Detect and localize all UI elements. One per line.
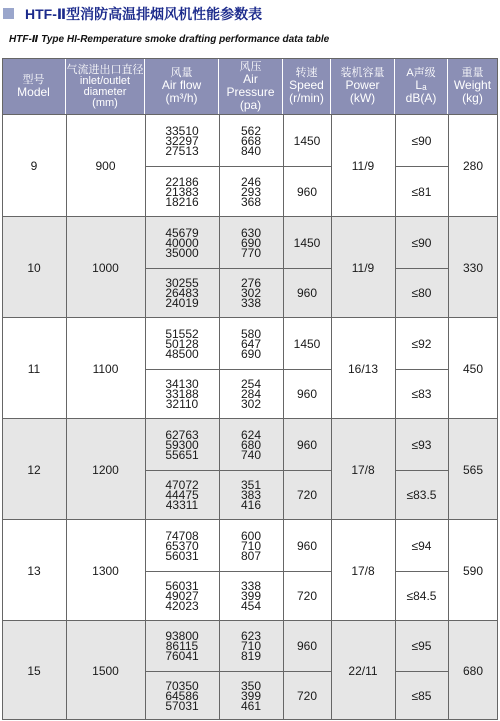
pressure-cell (219, 419, 283, 470)
noise-cell: ≤81 (411, 184, 432, 199)
diameter-cell: 1000 (92, 260, 119, 275)
stack-value: 690 (240, 235, 262, 250)
stack-value: 45679 (165, 225, 199, 240)
weight-cell: 565 (462, 462, 484, 477)
airflow-cell (145, 115, 219, 166)
header-cell (448, 58, 498, 114)
noise-cell: ≤92 (411, 336, 432, 351)
value-stack (241, 681, 261, 711)
value-stack (240, 225, 262, 260)
stack-value: 40000 (165, 235, 199, 250)
speed-cell: 1450 (293, 235, 321, 250)
airflow-cell (145, 369, 219, 419)
stack-value: 668 (240, 133, 262, 148)
stack-value: 840 (240, 143, 262, 158)
noise-cell: ≤90 (411, 235, 432, 250)
speed-cell: 960 (296, 538, 318, 553)
value-stack (240, 528, 262, 563)
value-stack (165, 326, 199, 361)
header-en-label: (kg) (462, 91, 483, 105)
header-cn-label: A声级 (406, 67, 436, 79)
speed-cell: 1450 (293, 133, 321, 148)
pressure-cell (219, 115, 283, 166)
power-cell: 11/9 (351, 159, 375, 173)
header-cn-label: 型号 (22, 73, 45, 86)
model-cell: 12 (27, 462, 41, 477)
value-stack (165, 427, 199, 462)
header-cn-label: 气流进出口直径 (66, 63, 144, 76)
header-cell (331, 58, 395, 114)
value-stack (165, 225, 199, 260)
table-row (2, 317, 498, 418)
pressure-cell (219, 369, 283, 419)
speed-cell: 960 (296, 639, 318, 653)
weight-cell: 450 (462, 361, 484, 376)
stack-value: 623 (240, 629, 262, 643)
stack-value: 562 (240, 123, 262, 138)
airflow-cell (145, 166, 219, 217)
performance-table (2, 58, 498, 720)
header-cell (145, 58, 219, 114)
value-stack (165, 123, 199, 158)
header-cn-label: 转速 (295, 67, 318, 79)
model-cell: 10 (27, 260, 41, 275)
stack-value: 62763 (165, 427, 199, 442)
header-en-label: (m³/h) (165, 91, 198, 105)
pressure-cell (219, 671, 283, 721)
stack-value: 710 (240, 639, 262, 653)
power-cell: 11/9 (351, 260, 375, 275)
stack-value: 42023 (165, 599, 199, 613)
noise-cell: ≤90 (411, 133, 432, 148)
diameter-cell: 1300 (92, 563, 119, 578)
power-cell: 17/8 (351, 563, 375, 578)
airflow-cell (145, 621, 219, 671)
stack-value: 368 (240, 194, 262, 209)
value-stack (241, 480, 261, 510)
header-cell (283, 58, 331, 114)
model-cell: 11 (27, 361, 41, 376)
table-row (2, 114, 498, 216)
value-stack (241, 278, 261, 308)
noise-cell: ≤93 (411, 437, 432, 452)
stack-value: 65370 (165, 538, 199, 553)
header-cell (2, 58, 66, 114)
airflow-cell (145, 268, 219, 318)
pressure-cell (219, 470, 283, 520)
weight-cell: 680 (462, 664, 484, 678)
diameter-cell: 1500 (92, 664, 119, 678)
stack-value: 56031 (165, 579, 199, 593)
stack-value: 284 (240, 387, 262, 401)
header-en-label: (mm) (92, 96, 118, 109)
airflow-cell (145, 217, 219, 268)
stack-value: 55651 (165, 447, 199, 462)
title-marker (3, 8, 14, 19)
power-cell: 17/8 (351, 462, 375, 477)
header-en-label: Air Pressure (226, 71, 275, 99)
stack-value: 27513 (165, 143, 199, 158)
stack-value: 33188 (165, 387, 199, 401)
stack-value: 56031 (165, 548, 199, 563)
stack-value: 276 (240, 276, 262, 290)
value-stack (165, 528, 199, 563)
model-cell: 15 (27, 664, 41, 678)
stack-value: 22186 (165, 174, 199, 189)
stack-value: 32110 (165, 397, 199, 411)
noise-cell: ≤80 (411, 286, 432, 300)
stack-value: 740 (240, 447, 262, 462)
header-en-label: Lₐ (415, 78, 427, 92)
noise-cell: ≤85 (411, 689, 432, 703)
header-en-label: inlet/outlet (79, 74, 131, 87)
stack-value: 461 (240, 699, 262, 713)
header-cn-label: 风压 (239, 60, 262, 73)
value-stack (241, 631, 261, 661)
header-en-label: diameter (83, 85, 127, 98)
stack-value: 24019 (165, 296, 199, 310)
value-stack (165, 174, 199, 209)
stack-value: 807 (240, 548, 262, 563)
stack-value: 70350 (165, 679, 199, 693)
airflow-cell (145, 419, 219, 470)
noise-cell: ≤84.5 (406, 589, 437, 603)
stack-value: 86115 (165, 639, 199, 653)
stack-value: 302 (240, 286, 262, 300)
airflow-cell (145, 671, 219, 721)
stack-value: 47072 (165, 478, 199, 492)
table-row (2, 620, 498, 720)
weight-cell: 590 (462, 563, 484, 578)
speed-cell: 960 (296, 286, 318, 300)
page-title: HTF-Ⅱ型消防高温排烟风机性能参数表 (25, 6, 263, 22)
value-stack (165, 379, 198, 409)
stack-value: 383 (240, 488, 262, 502)
stack-value: 30255 (165, 276, 199, 290)
header-en-label: Speed (289, 78, 324, 92)
header-cell (219, 58, 283, 114)
speed-cell: 720 (296, 488, 318, 502)
value-stack (165, 278, 198, 308)
stack-value: 770 (240, 245, 262, 260)
diameter-cell: 900 (95, 159, 116, 173)
stack-value: 302 (240, 397, 262, 411)
header-en-label: Air flow (161, 78, 202, 92)
header-en-label: Weight (453, 78, 492, 92)
value-stack (240, 326, 262, 361)
weight-cell: 330 (462, 260, 484, 275)
stack-value: 338 (240, 579, 262, 593)
stack-value: 44475 (165, 488, 199, 502)
stack-value: 32297 (165, 133, 199, 148)
value-stack (241, 379, 261, 409)
stack-value: 33510 (165, 123, 199, 138)
table-row (2, 216, 498, 317)
pressure-cell (219, 571, 283, 621)
noise-cell: ≤95 (411, 639, 432, 653)
pressure-cell (219, 520, 283, 571)
table-row (2, 519, 498, 620)
header-en-label: dB(A) (405, 91, 437, 105)
value-stack (240, 123, 262, 158)
header-en-label: Model (17, 84, 50, 99)
value-stack (240, 174, 262, 209)
stack-value: 43311 (165, 498, 199, 512)
header-en-label: (pa) (239, 97, 262, 112)
stack-value: 49027 (165, 589, 199, 603)
stack-value: 48500 (165, 346, 199, 361)
diameter-cell: 1200 (92, 462, 119, 477)
header-cell (66, 58, 145, 114)
speed-cell: 960 (296, 437, 318, 452)
stack-value: 35000 (165, 245, 199, 260)
stack-value: 399 (240, 689, 262, 703)
value-stack (165, 681, 198, 711)
header-en-label: (r/min) (289, 91, 324, 105)
stack-value: 59300 (165, 437, 199, 452)
noise-cell: ≤83.5 (406, 488, 437, 502)
speed-cell: 720 (296, 589, 318, 603)
stack-value: 51552 (165, 326, 199, 341)
header-cell (395, 58, 448, 114)
stack-value: 600 (240, 528, 262, 543)
pressure-cell (219, 268, 283, 318)
stack-value: 18216 (165, 194, 199, 209)
value-stack (165, 631, 198, 661)
header-cn-label: 重量 (461, 67, 484, 79)
pressure-cell (219, 217, 283, 268)
stack-value: 293 (240, 184, 262, 199)
airflow-cell (145, 571, 219, 621)
title-bar (0, 0, 500, 30)
stack-value: 454 (240, 599, 262, 613)
header-cn-label: 风量 (170, 67, 193, 79)
pressure-cell (219, 318, 283, 369)
value-stack (240, 427, 262, 462)
stack-value: 26483 (165, 286, 199, 300)
stack-value: 64586 (165, 689, 199, 703)
speed-cell: 720 (296, 689, 318, 703)
value-stack (165, 480, 198, 510)
table-row (2, 418, 498, 519)
value-stack (165, 581, 198, 611)
stack-value: 57031 (165, 699, 199, 713)
airflow-cell (145, 470, 219, 520)
model-cell: 13 (27, 563, 41, 578)
stack-value: 254 (240, 377, 262, 391)
stack-value: 710 (240, 538, 262, 553)
stack-value: 246 (240, 174, 262, 189)
speed-cell: 1450 (293, 336, 321, 351)
value-stack (241, 581, 261, 611)
stack-value: 76041 (165, 649, 199, 663)
stack-value: 624 (240, 427, 262, 442)
speed-cell: 960 (296, 184, 318, 199)
stack-value: 50128 (165, 336, 199, 351)
speed-cell: 960 (296, 387, 318, 401)
header-en-label: (kW) (349, 91, 376, 105)
stack-value: 819 (240, 649, 262, 663)
stack-value: 416 (240, 498, 262, 512)
stack-value: 399 (240, 589, 262, 603)
header-en-label: Power (345, 78, 380, 92)
stack-value: 74708 (165, 528, 199, 543)
stack-value: 630 (240, 225, 262, 240)
power-cell: 22/11 (348, 664, 378, 678)
weight-cell: 280 (462, 159, 484, 173)
diameter-cell: 1100 (92, 361, 119, 376)
stack-value: 338 (240, 296, 262, 310)
stack-value: 93800 (165, 629, 199, 643)
page-subtitle: HTF-Ⅱ Type HI-Remperature smoke drafting performance data table (9, 34, 330, 45)
header-cn-label: 装机容量 (340, 67, 385, 79)
power-cell: 16/13 (347, 361, 379, 376)
stack-value: 21383 (165, 184, 199, 199)
pressure-cell (219, 166, 283, 217)
stack-value: 350 (240, 679, 262, 693)
stack-value: 680 (240, 437, 262, 452)
stack-value: 647 (240, 336, 262, 351)
stack-value: 351 (240, 478, 262, 492)
stack-value: 690 (240, 346, 262, 361)
noise-cell: ≤94 (411, 538, 432, 553)
stack-value: 580 (240, 326, 262, 341)
pressure-cell (219, 621, 283, 671)
airflow-cell (145, 318, 219, 369)
noise-cell: ≤83 (411, 387, 432, 401)
model-cell: 9 (30, 159, 38, 173)
stack-value: 34130 (165, 377, 199, 391)
airflow-cell (145, 520, 219, 571)
